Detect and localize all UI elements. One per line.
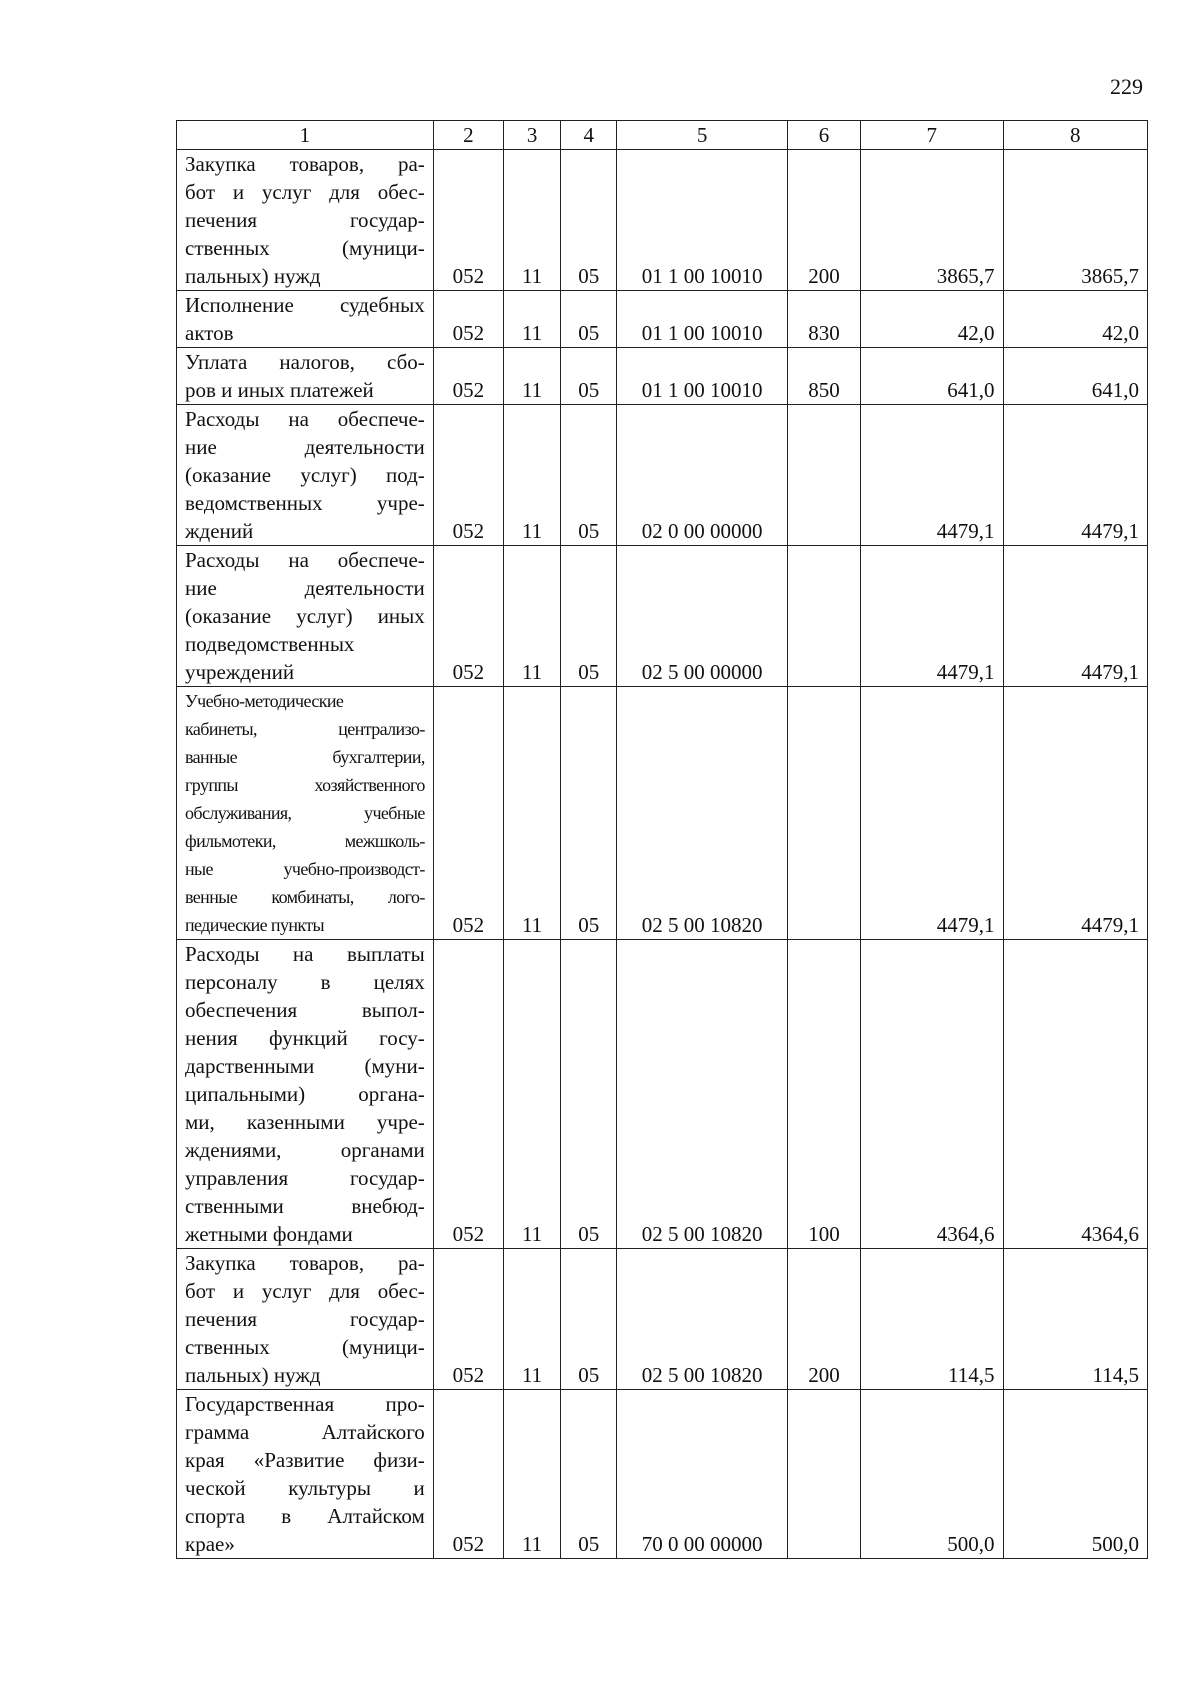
cell-subsection: 05 (561, 1390, 617, 1559)
cell-section: 11 (503, 348, 560, 405)
description-line: венные комбинаты, лого- (185, 887, 425, 907)
description-line: Закупка товаров, ра- (185, 1251, 425, 1275)
description-line: ведомственных учре- (185, 491, 425, 515)
row-description (177, 291, 434, 348)
cell-amount-col7: 4479,1 (861, 546, 1003, 687)
description-line: ванные бухгалтерии, (185, 747, 425, 767)
cell-ministry-code: 052 (433, 291, 503, 348)
cell-amount-col7: 4364,6 (861, 940, 1003, 1249)
cell-section: 11 (503, 1390, 560, 1559)
description-line: ческой культуры и (185, 1476, 425, 1500)
table-row (177, 687, 1148, 940)
cell-target-article: 02 0 00 00000 (617, 405, 788, 546)
cell-target-article: 02 5 00 10820 (617, 940, 788, 1249)
cell-section: 11 (503, 940, 560, 1249)
description-line: крае» (185, 1532, 235, 1556)
cell-ministry-code: 052 (433, 150, 503, 291)
cell-amount-col8: 4479,1 (1003, 687, 1148, 940)
row-description (177, 546, 434, 687)
description-line: Учебно-методические (185, 691, 344, 711)
cell-ministry-code: 052 (433, 546, 503, 687)
cell-subsection: 05 (561, 150, 617, 291)
cell-section: 11 (503, 150, 560, 291)
cell-expense-type (787, 687, 860, 940)
cell-subsection: 05 (561, 940, 617, 1249)
cell-subsection: 05 (561, 405, 617, 546)
cell-amount-col8: 42,0 (1003, 291, 1148, 348)
column-header-4: 4 (561, 121, 617, 150)
description-line: ждениями, органами (185, 1138, 425, 1162)
table-row (177, 940, 1148, 1249)
cell-section: 11 (503, 546, 560, 687)
description-line: ственными внебюд- (185, 1194, 425, 1218)
row-description (177, 348, 434, 405)
description-line: бот и услуг для обес- (185, 1279, 425, 1303)
description-line: обслуживания, учебные (185, 803, 425, 823)
table-row (177, 348, 1148, 405)
cell-amount-col8: 114,5 (1003, 1249, 1148, 1390)
cell-ministry-code: 052 (433, 1249, 503, 1390)
table-row (177, 405, 1148, 546)
description-line: Расходы на обеспече- (185, 548, 425, 572)
description-line: ров и иных платежей (185, 378, 374, 402)
cell-amount-col8: 500,0 (1003, 1390, 1148, 1559)
description-line: ципальными) органа- (185, 1082, 425, 1106)
description-line: ние деятельности (185, 435, 425, 459)
description-line: Расходы на выплаты (185, 942, 425, 966)
description-line: ждений (185, 519, 254, 543)
description-line: педические пункты (185, 915, 325, 935)
cell-section: 11 (503, 405, 560, 546)
cell-amount-col7: 641,0 (861, 348, 1003, 405)
description-line: Уплата налогов, сбо- (185, 350, 425, 374)
description-line: кабинеты, централизо- (185, 719, 425, 739)
table-row (177, 1249, 1148, 1390)
cell-ministry-code: 052 (433, 348, 503, 405)
column-header-5: 5 (617, 121, 788, 150)
description-line: пальных) нужд (185, 1363, 321, 1387)
description-line: пальных) нужд (185, 264, 321, 288)
cell-amount-col7: 4479,1 (861, 687, 1003, 940)
cell-section: 11 (503, 1249, 560, 1390)
cell-amount-col8: 4479,1 (1003, 405, 1148, 546)
description-line: спорта в Алтайском (185, 1504, 425, 1528)
description-line: актов (185, 321, 234, 345)
cell-subsection: 05 (561, 348, 617, 405)
row-description (177, 150, 434, 291)
cell-expense-type: 200 (787, 1249, 860, 1390)
cell-target-article: 01 1 00 10010 (617, 291, 788, 348)
description-line: Государственная про- (185, 1392, 425, 1416)
table-row (177, 150, 1148, 291)
row-description (177, 940, 434, 1249)
row-description (177, 687, 434, 940)
cell-target-article: 01 1 00 10010 (617, 348, 788, 405)
description-line: печения государ- (185, 208, 425, 232)
cell-target-article: 70 0 00 00000 (617, 1390, 788, 1559)
description-line: (оказание услуг) под- (185, 463, 425, 487)
description-line: грамма Алтайского (185, 1420, 425, 1444)
description-line: учреждений (185, 660, 295, 684)
column-header-2: 2 (433, 121, 503, 150)
description-line: группы хозяйственного (185, 775, 425, 795)
cell-amount-col8: 3865,7 (1003, 150, 1148, 291)
cell-target-article: 02 5 00 10820 (617, 1249, 788, 1390)
cell-target-article: 02 5 00 00000 (617, 546, 788, 687)
description-line: (оказание услуг) иных (185, 604, 425, 628)
description-line: бот и услуг для обес- (185, 180, 425, 204)
description-line: Закупка товаров, ра- (185, 152, 425, 176)
column-header-6: 6 (787, 121, 860, 150)
description-line: дарственными (муни- (185, 1054, 425, 1078)
cell-amount-col8: 4479,1 (1003, 546, 1148, 687)
cell-section: 11 (503, 291, 560, 348)
description-line: ственных (муници- (185, 236, 425, 260)
cell-ministry-code: 052 (433, 1390, 503, 1559)
description-line: ние деятельности (185, 576, 425, 600)
row-description (177, 1249, 434, 1390)
cell-amount-col7: 500,0 (861, 1390, 1003, 1559)
cell-amount-col7: 3865,7 (861, 150, 1003, 291)
table-header-row (177, 121, 1148, 150)
row-description (177, 1390, 434, 1559)
row-description (177, 405, 434, 546)
cell-expense-type: 850 (787, 348, 860, 405)
description-line: персоналу в целях (185, 970, 425, 994)
table-row (177, 291, 1148, 348)
description-line: подведомственных (185, 632, 355, 656)
description-line: ные учебно-производст- (185, 859, 425, 879)
description-line: печения государ- (185, 1307, 425, 1331)
page-number: 229 (1110, 74, 1143, 99)
description-line: нения функций госу- (185, 1026, 425, 1050)
cell-subsection: 05 (561, 546, 617, 687)
description-line: Исполнение судебных (185, 293, 425, 317)
cell-subsection: 05 (561, 1249, 617, 1390)
cell-ministry-code: 052 (433, 940, 503, 1249)
description-line: обеспечения выпол- (185, 998, 425, 1022)
budget-table (176, 120, 1148, 1559)
cell-target-article: 01 1 00 10010 (617, 150, 788, 291)
column-header-7: 7 (861, 121, 1003, 150)
description-line: фильмотеки, межшколь- (185, 831, 425, 851)
description-line: ственных (муници- (185, 1335, 425, 1359)
column-header-3: 3 (503, 121, 560, 150)
cell-expense-type: 830 (787, 291, 860, 348)
description-line: края «Развитие физи- (185, 1448, 425, 1472)
column-header-8: 8 (1003, 121, 1148, 150)
cell-subsection: 05 (561, 687, 617, 940)
cell-expense-type (787, 546, 860, 687)
cell-expense-type: 200 (787, 150, 860, 291)
description-line: жетными фондами (185, 1222, 353, 1246)
table-body (177, 150, 1148, 1559)
cell-ministry-code: 052 (433, 405, 503, 546)
description-line: Расходы на обеспече- (185, 407, 425, 431)
cell-amount-col7: 4479,1 (861, 405, 1003, 546)
description-line: ми, казенными учре- (185, 1110, 425, 1134)
cell-amount-col7: 42,0 (861, 291, 1003, 348)
cell-target-article: 02 5 00 10820 (617, 687, 788, 940)
cell-section: 11 (503, 687, 560, 940)
cell-ministry-code: 052 (433, 687, 503, 940)
table-row (177, 546, 1148, 687)
cell-amount-col8: 4364,6 (1003, 940, 1148, 1249)
cell-expense-type (787, 405, 860, 546)
table-row (177, 1390, 1148, 1559)
cell-amount-col7: 114,5 (861, 1249, 1003, 1390)
cell-subsection: 05 (561, 291, 617, 348)
column-header-1: 1 (177, 121, 434, 150)
description-line: управления государ- (185, 1166, 425, 1190)
cell-expense-type (787, 1390, 860, 1559)
cell-expense-type: 100 (787, 940, 860, 1249)
cell-amount-col8: 641,0 (1003, 348, 1148, 405)
